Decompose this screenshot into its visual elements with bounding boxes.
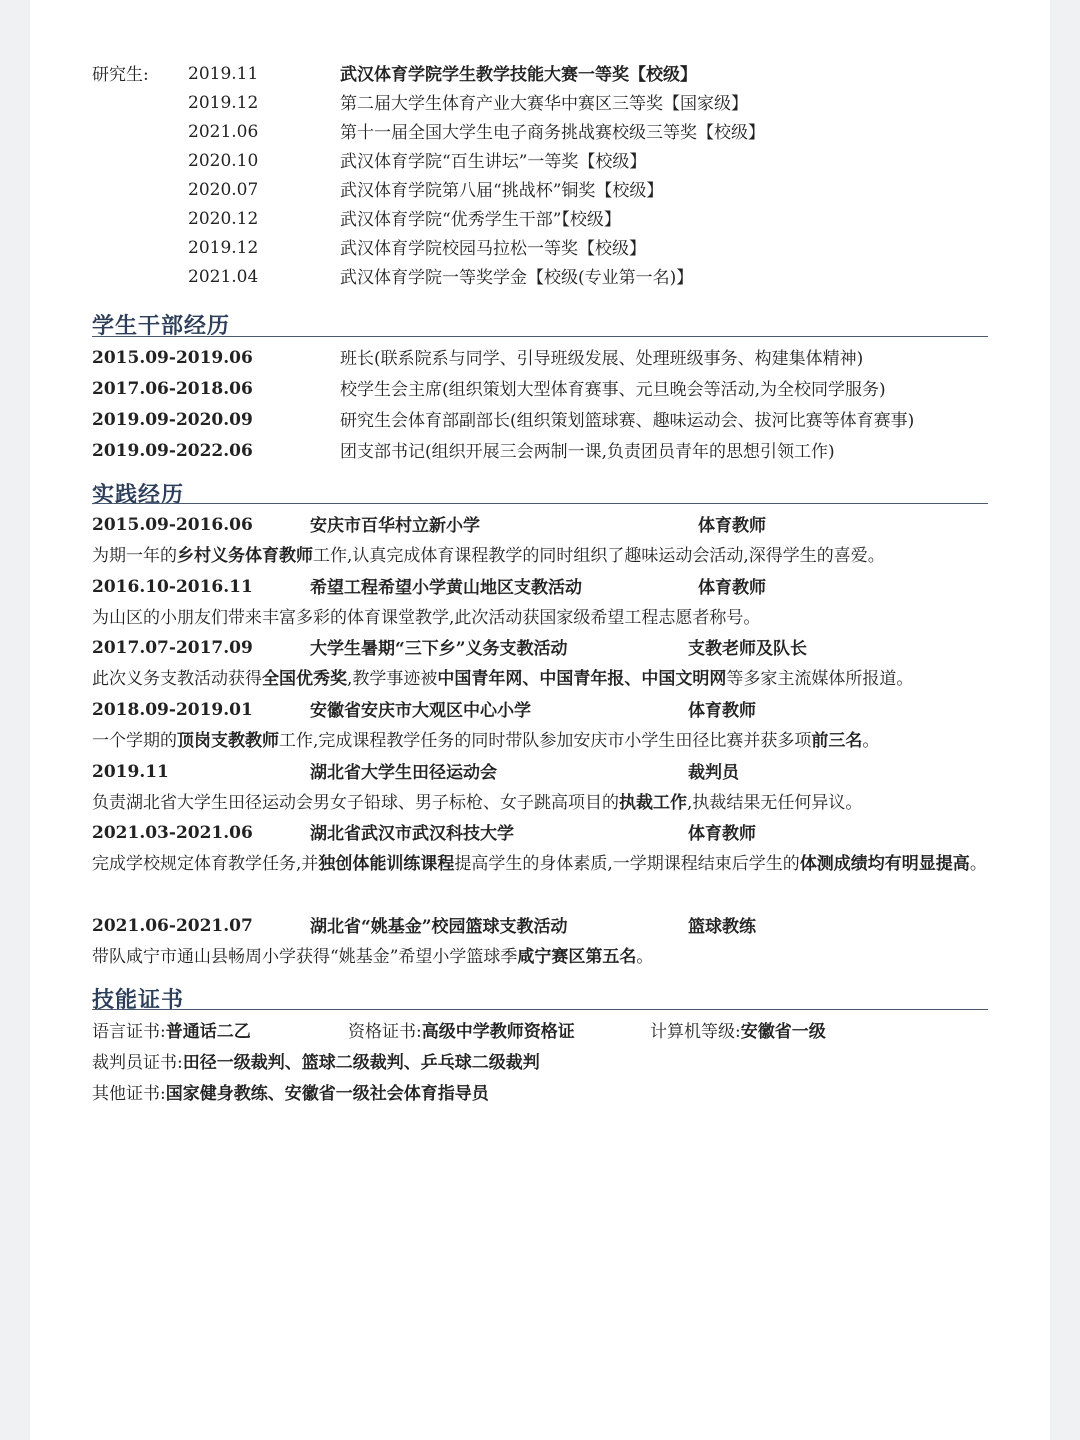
desc-text: ,执裁结果无任何异议。 — [687, 793, 863, 813]
practice-date: 2021.03-2021.06 — [92, 823, 253, 843]
desc-text: 为山区的小朋友们带来丰富多彩的体育课堂教学,此次活动获国家级希望工程志愿者称号。 — [92, 608, 761, 628]
practice-org: 大学生暑期“三下乡”义务支教活动 — [310, 639, 568, 659]
desc-text: ,教学事迹被 — [347, 669, 438, 689]
practice-org: 安庆市百华村立新小学 — [310, 516, 480, 536]
highlight-text: 全国优秀奖 — [262, 669, 347, 689]
award-item — [340, 238, 646, 260]
practice-desc — [92, 541, 992, 571]
award-text: 第二届大学生体育产业大赛华中赛区三等奖 — [340, 94, 663, 114]
practice-date: 2017.07-2017.09 — [92, 638, 253, 658]
award-item — [340, 151, 646, 173]
award-date: 2021.04 — [188, 267, 259, 287]
award-text: 第十一届全国大学生电子商务挑战赛校级三等奖 — [340, 123, 697, 143]
award-text: 武汉体育学院第八届“挑战杯”铜奖 — [340, 181, 596, 201]
award-level: 【校级(专业第一名)】 — [527, 268, 694, 288]
award-date: 2020.07 — [188, 180, 259, 200]
practice-desc — [92, 726, 992, 756]
award-date: 2021.06 — [188, 122, 259, 142]
cadre-desc: 班长(联系院系与同学、引导班级发展、处理班级事务、构建集体精神) — [340, 349, 864, 369]
highlight-text: 独创体能训练课程 — [318, 854, 455, 874]
award-date: 2020.12 — [188, 209, 259, 229]
award-text: 武汉体育学院学生教学技能大赛一等奖 — [340, 65, 629, 85]
cadre-date: 2017.06-2018.06 — [92, 379, 253, 399]
cadre-desc: 研究生会体育部副部长(组织策划篮球赛、趣味运动会、拔河比赛等体育赛事) — [340, 411, 915, 431]
desc-text: 。 — [636, 947, 654, 967]
section-divider — [92, 503, 988, 504]
resume-page — [30, 0, 1050, 1440]
practice-desc — [92, 788, 992, 818]
practice-org: 湖北省大学生田径运动会 — [310, 763, 497, 783]
practice-org: 安徽省安庆市大观区中心小学 — [310, 701, 531, 721]
award-level: 【校级】 — [595, 181, 664, 201]
practice-date: 2015.09-2016.06 — [92, 515, 253, 535]
practice-desc — [92, 849, 992, 879]
practice-role: 体育教师 — [698, 578, 766, 598]
skill-language: 语言证书:普通话二乙 — [92, 1022, 251, 1042]
award-text: 武汉体育学院“百生讲坛”一等奖 — [340, 152, 579, 172]
cadre-date: 2019.09-2020.09 — [92, 410, 253, 430]
practice-date: 2016.10-2016.11 — [92, 577, 253, 597]
practice-role: 裁判员 — [688, 763, 739, 783]
section-title-cadre: 学生干部经历 — [92, 313, 231, 339]
award-text: 武汉体育学院校园马拉松一等奖 — [340, 239, 578, 259]
desc-text: 等多家主流媒体所报道。 — [726, 669, 914, 689]
desc-text: 负责湖北省大学生田径运动会男女子铅球、男子标枪、女子跳高项目的 — [92, 793, 619, 813]
highlight-text: 前三名 — [811, 731, 863, 751]
practice-role: 体育教师 — [688, 824, 756, 844]
practice-role: 篮球教练 — [688, 917, 756, 937]
award-date: 2020.10 — [188, 151, 259, 171]
highlight-text: 顶岗支教教师 — [177, 731, 279, 751]
award-item — [340, 122, 765, 144]
award-date: 2019.12 — [188, 93, 259, 113]
practice-org: 湖北省武汉市武汉科技大学 — [310, 824, 514, 844]
skill-qualification: 资格证书:高级中学教师资格证 — [348, 1022, 575, 1042]
section-title-practice: 实践经历 — [92, 482, 185, 508]
cadre-desc: 校学生会主席(组织策划大型体育赛事、元旦晚会等活动,为全校同学服务) — [340, 380, 886, 400]
award-item — [340, 93, 748, 115]
practice-org: 希望工程希望小学黄山地区支教活动 — [310, 578, 582, 598]
practice-desc — [92, 603, 992, 633]
award-item — [340, 64, 697, 86]
award-date: 2019.11 — [188, 64, 259, 84]
practice-date: 2018.09-2019.01 — [92, 700, 253, 720]
highlight-text: 执裁工作 — [619, 793, 687, 813]
awards-label: 研究生: — [92, 65, 149, 85]
practice-desc — [92, 664, 992, 694]
award-text: 武汉体育学院一等奖学金 — [340, 268, 527, 288]
practice-date: 2021.06-2021.07 — [92, 916, 253, 936]
desc-text: 带队咸宁市通山县畅周小学获得“姚基金”希望小学篮球季 — [92, 947, 518, 967]
highlight-text: 中国青年网、中国青年报、中国文明网 — [437, 669, 727, 689]
desc-text: 。 — [969, 854, 987, 874]
desc-text: 此次义务支教活动获得 — [92, 669, 262, 689]
skill-referee: 裁判员证书:田径一级裁判、篮球二级裁判、乒乓球二级裁判 — [92, 1053, 540, 1073]
section-title-skills: 技能证书 — [92, 987, 185, 1013]
award-item — [340, 180, 663, 202]
practice-role: 体育教师 — [698, 516, 766, 536]
practice-date: 2019.11 — [92, 762, 169, 782]
award-item — [340, 209, 621, 231]
cadre-desc: 团支部书记(组织开展三会两制一课,负责团员青年的思想引领工作) — [340, 442, 835, 462]
skill-other: 其他证书:国家健身教练、安徽省一级社会体育指导员 — [92, 1084, 489, 1104]
desc-text: 工作,完成课程教学任务的同时带队参加安庆市小学生田径比赛并获多项 — [279, 731, 812, 751]
award-level: 【国家级】 — [663, 94, 748, 114]
section-divider — [92, 1009, 988, 1010]
desc-text: 为期一年的 — [92, 546, 177, 566]
practice-org: 湖北省“姚基金”校园篮球支教活动 — [310, 917, 568, 937]
desc-text: 完成学校规定体育教学任务,并 — [92, 854, 319, 874]
desc-text: 一个学期的 — [92, 731, 177, 751]
practice-role: 支教老师及队长 — [688, 639, 807, 659]
highlight-text: 咸宁赛区第五名 — [517, 947, 637, 967]
award-item — [340, 267, 693, 289]
skill-computer: 计算机等级:安徽省一级 — [650, 1022, 826, 1042]
award-level: 【校级】 — [578, 239, 646, 259]
cadre-date: 2015.09-2019.06 — [92, 348, 253, 368]
desc-text: 工作,认真完成体育课程教学的同时组织了趣味运动会活动,深得学生的喜爱。 — [313, 546, 885, 566]
highlight-text: 体测成绩均有明显提高 — [799, 854, 970, 874]
award-level: 【校级】 — [629, 65, 697, 85]
highlight-text: 乡村义务体育教师 — [177, 546, 313, 566]
desc-text: 。 — [862, 731, 880, 751]
award-level: 【校级】 — [697, 123, 765, 143]
award-level: 【校级】 — [561, 210, 621, 230]
section-divider — [92, 336, 988, 337]
cadre-date: 2019.09-2022.06 — [92, 441, 253, 461]
practice-role: 体育教师 — [688, 701, 756, 721]
practice-desc — [92, 942, 992, 972]
desc-text: 提高学生的身体素质,一学期课程结束后学生的 — [454, 854, 800, 874]
award-text: 武汉体育学院“优秀学生干部” — [340, 210, 562, 230]
award-date: 2019.12 — [188, 238, 259, 258]
award-level: 【校级】 — [578, 152, 647, 172]
